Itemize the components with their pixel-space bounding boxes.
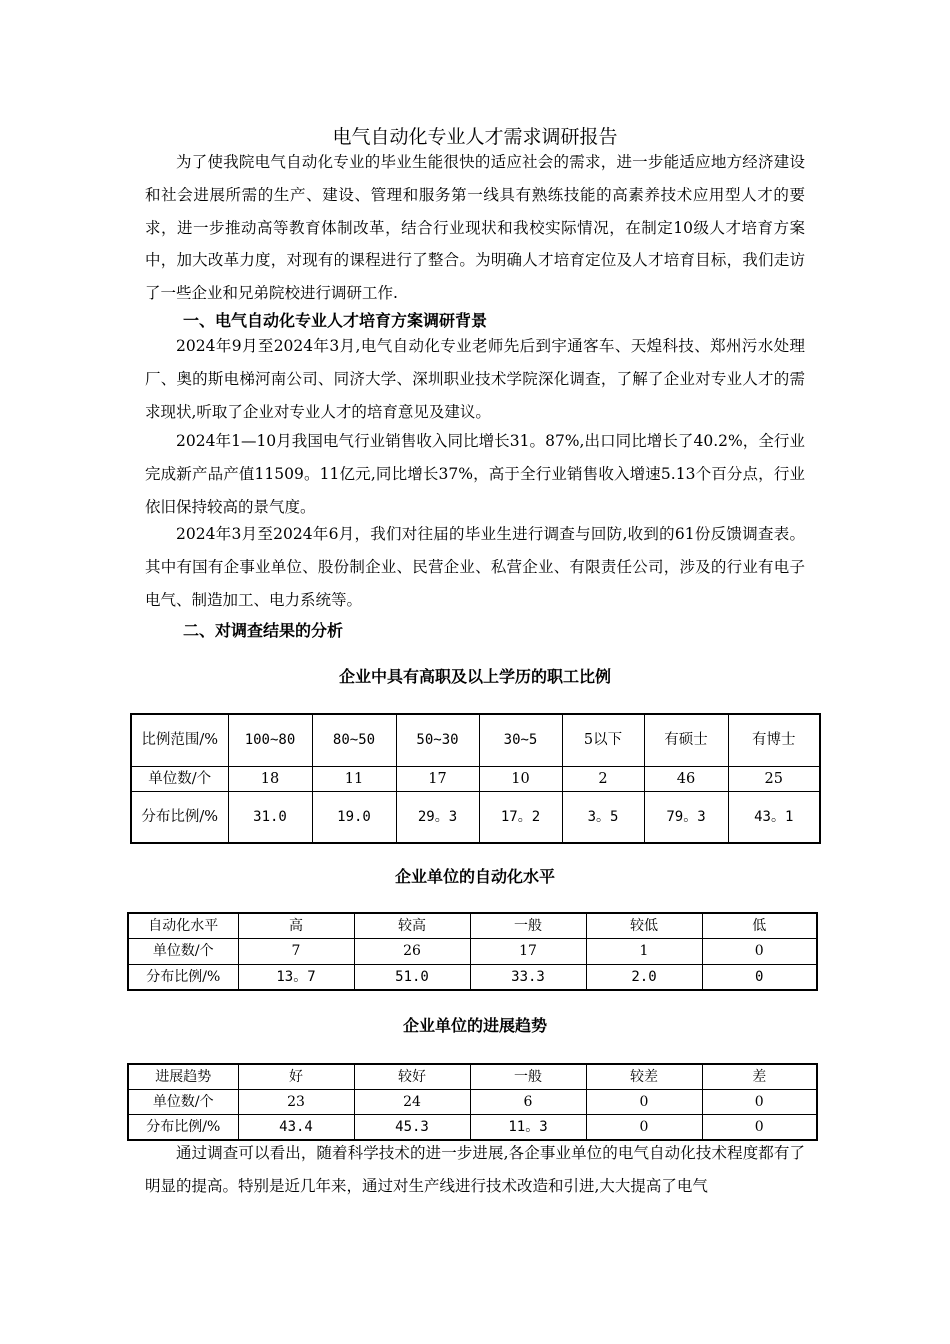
table-cell: 分布比例/% [131,791,228,843]
development-trend-table [127,1063,818,1141]
table-cell: 有博士 [728,714,820,766]
table-row [131,766,820,791]
table-cell: 有硕士 [644,714,728,766]
education-ratio-table [130,713,821,844]
table-cell: 24 [354,1090,470,1115]
table-cell: 31.0 [228,791,312,843]
table-cell: 11 [312,766,396,791]
section1-paragraph-3: 2024年3月至2024年6月，我们对往届的毕业生进行调查与回防,收到的61份反馈调查表。其中有国有企事业单位、股份制企业、民营企业、私营企业、有限责任公司，涉及的行业有电子电气、制造加工、电力系统等。 [145,525,805,609]
section1-heading: 一、电气自动化专业人才培育方案调研背景 [183,311,488,330]
table-cell: 单位数/个 [128,939,238,964]
table-cell: 一般 [470,913,586,939]
table-cell: 0 [702,939,817,964]
table-cell: 18 [228,766,312,791]
automation-level-table [127,912,818,991]
table-cell: 差 [702,1064,817,1090]
table-row [128,913,817,939]
table-cell: 17 [470,939,586,964]
section2-heading: 二、对调查结果的分析 [183,621,344,640]
table-cell: 0 [702,1114,817,1140]
table-cell: 6 [470,1090,586,1115]
table-cell: 比例范围/% [131,714,228,766]
table-cell: 较差 [586,1064,702,1090]
table-cell: 2 [562,766,644,791]
table-cell: 25 [728,766,820,791]
table-cell: 0 [702,964,817,990]
table-cell: 13。7 [238,964,354,990]
table-cell: 19.0 [312,791,396,843]
table-cell: 45.3 [354,1114,470,1140]
section1-paragraph-2: 2024年1—10月我国电气行业销售收入同比增长31。87%,出口同比增长了40.2%，全行业完成新产品产值11509。11亿元,同比增长37%，高于全行业销售收入增速5.13个百分点，行业依旧保持较高的景气度。 [145,432,805,516]
table-cell: 较低 [586,913,702,939]
table-cell: 自动化水平 [128,913,238,939]
table-cell: 51.0 [354,964,470,990]
section1-paragraph-1: 2024年9月至2024年3月,电气自动化专业老师先后到宇通客车、天煌科技、郑州污水处理厂、奥的斯电梯河南公司、同济大学、深圳职业技术学院深化调查，了解了企业对专业人才的需求现状,听取了企业对专业人才的培育意见及建议。 [145,337,805,421]
table-cell: 0 [586,1114,702,1140]
table-cell: 较好 [354,1064,470,1090]
table-row [131,714,820,766]
table-cell: 10 [479,766,562,791]
table-cell: 较高 [354,913,470,939]
table-row [131,791,820,843]
table-cell: 低 [702,913,817,939]
table-row [128,1090,817,1115]
intro-paragraph: 为了使我院电气自动化专业的毕业生能很快的适应社会的需求，进一步能适应地方经济建设和社会进展所需的生产、建设、管理和服务第一线具有熟练技能的高素养技术应用型人才的要求，进一步推动高等教育体制改革，结合行业现状和我校实际情况，在制定10级人才培育方案中，加大改革力度，对现有的课程进行了整合。为明确人才培育定位及人才培育目标，我们走访了一些企业和兄弟院校进行调研工作. [145,153,805,303]
table-cell: 79。3 [644,791,728,843]
table-cell: 100~80 [228,714,312,766]
table-cell: 3。5 [562,791,644,843]
table-cell: 2.0 [586,964,702,990]
table-cell: 0 [586,1090,702,1115]
table-cell: 80~50 [312,714,396,766]
table-cell: 单位数/个 [131,766,228,791]
table-cell: 一般 [470,1064,586,1090]
table-cell: 50~30 [396,714,479,766]
table-cell: 7 [238,939,354,964]
table-cell: 5以下 [562,714,644,766]
table-cell: 17。2 [479,791,562,843]
table-row [128,1064,817,1090]
table-cell: 分布比例/% [128,1114,238,1140]
table-cell: 1 [586,939,702,964]
conclusion-paragraph: 通过调查可以看出，随着科学技术的进一步进展,各企事业单位的电气自动化技术程度都有了明显的提高。特别是近几年来，通过对生产线进行技术改造和引进,大大提高了电气 [145,1144,805,1195]
table-cell: 高 [238,913,354,939]
table-cell: 0 [702,1090,817,1115]
table-cell: 33.3 [470,964,586,990]
table-cell: 43。1 [728,791,820,843]
table-cell: 46 [644,766,728,791]
table-row [128,939,817,964]
table-row [128,964,817,990]
table-cell: 30~5 [479,714,562,766]
table-cell: 17 [396,766,479,791]
table-cell: 23 [238,1090,354,1115]
table-cell: 29。3 [396,791,479,843]
table-cell: 43.4 [238,1114,354,1140]
table-cell: 26 [354,939,470,964]
table-cell: 好 [238,1064,354,1090]
table-cell: 单位数/个 [128,1090,238,1115]
table2-caption: 企业单位的自动化水平 [394,867,555,886]
table-cell: 进展趋势 [128,1064,238,1090]
document-title: 电气自动化专业人才需求调研报告 [332,126,618,148]
table1-caption: 企业中具有高职及以上学历的职工比例 [338,667,611,686]
table-cell: 分布比例/% [128,964,238,990]
table3-caption: 企业单位的进展趋势 [402,1016,547,1035]
table-cell: 11。3 [470,1114,586,1140]
